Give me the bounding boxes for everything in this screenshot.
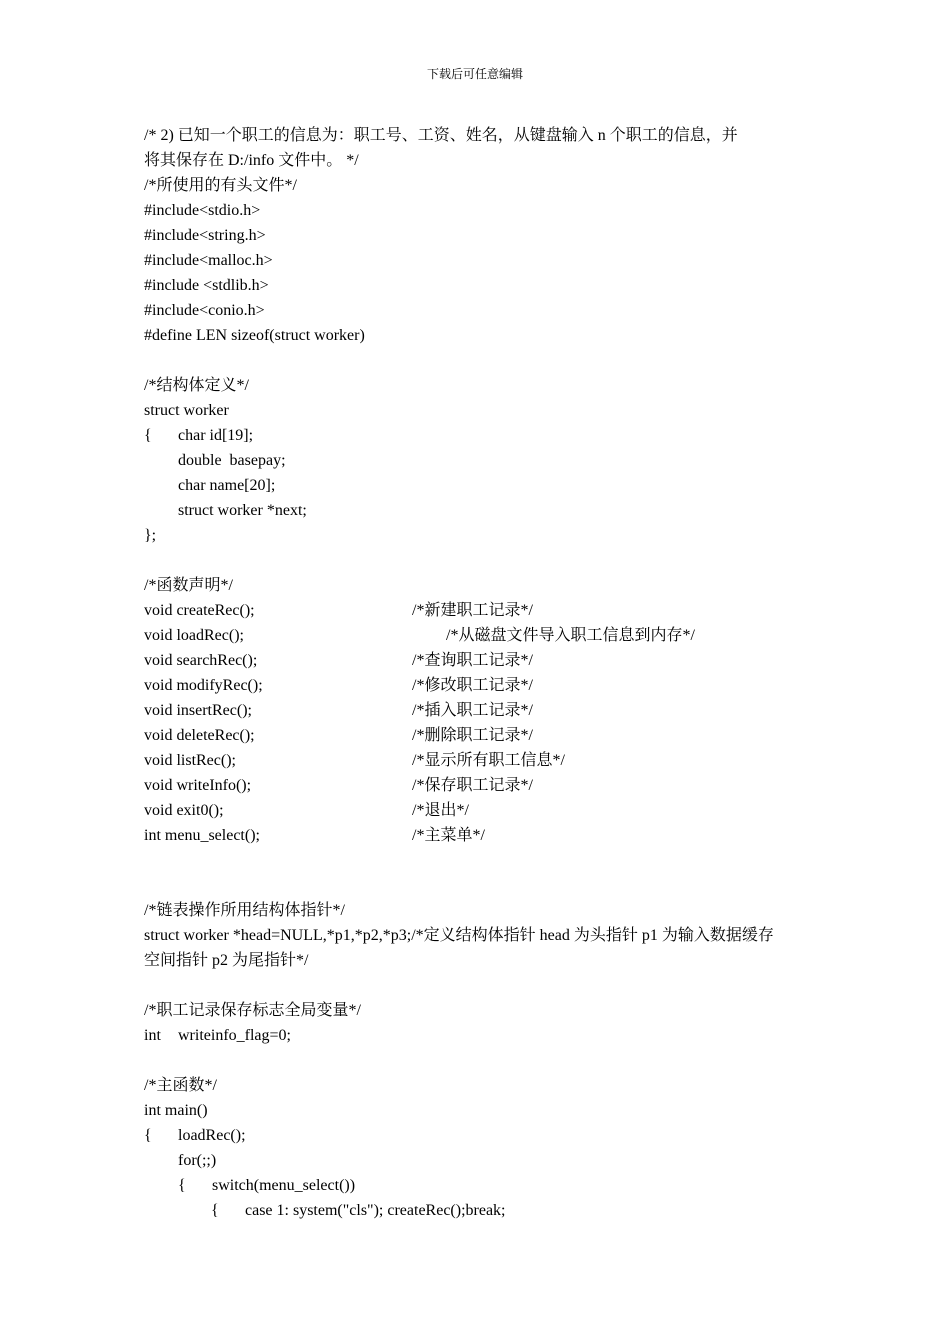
main-body-line [144, 1123, 824, 1148]
open-brace: { [144, 427, 152, 444]
prototype-row [144, 723, 824, 748]
prototype-note: /*主菜单*/ [412, 827, 485, 844]
struct-comment: /*结构体定义*/ [144, 377, 249, 394]
prototype-note: /*从磁盘文件导入职工信息到内存*/ [446, 627, 695, 644]
blank-line [144, 548, 824, 573]
prototype-row [144, 623, 824, 648]
prototype-note: /*退出*/ [412, 802, 469, 819]
switch-statement: switch(menu_select()) [212, 1177, 356, 1194]
include-line: #include<string.h> [144, 227, 266, 244]
blank-line [144, 1048, 824, 1073]
prototype-decl: void searchRec(); [144, 652, 258, 669]
switch-line [144, 1173, 824, 1198]
prototype-note: /*显示所有职工信息*/ [412, 752, 565, 769]
include-line: #include <stdlib.h> [144, 277, 269, 294]
prototype-row [144, 823, 824, 848]
struct-field: char name[20]; [178, 477, 276, 494]
include-line: #include<malloc.h> [144, 252, 273, 269]
blank-line [144, 973, 824, 998]
blank-line [144, 873, 824, 898]
include-line: #include<stdio.h> [144, 202, 261, 219]
prototype-note: /*修改职工记录*/ [412, 677, 533, 694]
prototype-decl: int menu_select(); [144, 827, 260, 844]
flag-rest: writeinfo_flag=0; [178, 1027, 291, 1044]
blank-line [144, 348, 824, 373]
prototype-note: /*插入职工记录*/ [412, 702, 533, 719]
blank-line [144, 848, 824, 873]
open-brace: { [211, 1202, 219, 1219]
open-brace: { [144, 1127, 152, 1144]
struct-field: char id[19]; [178, 427, 254, 444]
open-brace: { [178, 1177, 186, 1194]
struct-field: struct worker *next; [178, 502, 307, 519]
prototype-decl: void modifyRec(); [144, 677, 263, 694]
prototype-row [144, 673, 824, 698]
intro-line-2: 将其保存在 D:/info 文件中。 */ [144, 152, 359, 169]
case-statement: case 1: system("cls"); createRec();break; [245, 1202, 506, 1219]
prototype-decl: void listRec(); [144, 752, 236, 769]
prototype-note: /*查询职工记录*/ [412, 652, 533, 669]
prototypes-comment: /*函数声明*/ [144, 577, 233, 594]
struct-head: struct worker [144, 402, 229, 419]
prototype-decl: void createRec(); [144, 602, 255, 619]
flag-decl [144, 1023, 824, 1048]
prototype-row [144, 748, 824, 773]
prototype-note: /*删除职工记录*/ [412, 727, 533, 744]
define-line: #define LEN sizeof(struct worker) [144, 327, 365, 344]
prototype-decl: void deleteRec(); [144, 727, 255, 744]
prototype-decl: void writeInfo(); [144, 777, 252, 794]
includes-comment: /*所使用的有头文件*/ [144, 177, 297, 194]
prototype-decl: void loadRec(); [144, 627, 244, 644]
struct-field: double basepay; [178, 452, 286, 469]
intro-line-1: /* 2) 已知一个职工的信息为：职工号、工资、姓名，从键盘输入 n 个职工的信息，并 [144, 127, 738, 144]
include-line: #include<conio.h> [144, 302, 265, 319]
prototype-row [144, 698, 824, 723]
pointers-line-2: 空间指针 p2 为尾指针*/ [144, 952, 309, 969]
case-line [144, 1198, 824, 1223]
prototype-row [144, 798, 824, 823]
prototype-note: /*新建职工记录*/ [412, 602, 533, 619]
code-document [144, 123, 824, 1223]
pointers-line-1: struct worker *head=NULL,*p1,*p2,*p3;/*定义结构体指针 head 为头指针 p1 为输入数据缓存 [144, 927, 774, 944]
flag-comment: /*职工记录保存标志全局变量*/ [144, 1002, 361, 1019]
prototype-note: /*保存职工记录*/ [412, 777, 533, 794]
for-statement: for(;;) [178, 1152, 217, 1169]
main-signature: int main() [144, 1102, 208, 1119]
struct-close: }; [144, 527, 157, 544]
main-comment: /*主函数*/ [144, 1077, 217, 1094]
prototype-row [144, 598, 824, 623]
prototype-row [144, 773, 824, 798]
prototype-decl: void insertRec(); [144, 702, 252, 719]
pointers-comment: /*链表操作所用结构体指针*/ [144, 902, 345, 919]
page-header: 下载后可任意编辑 [426, 67, 523, 81]
prototype-decl: void exit0(); [144, 802, 224, 819]
struct-field-line [144, 423, 824, 448]
load-call: loadRec(); [178, 1127, 246, 1144]
prototype-row [144, 648, 824, 673]
flag-type: int [144, 1027, 161, 1044]
